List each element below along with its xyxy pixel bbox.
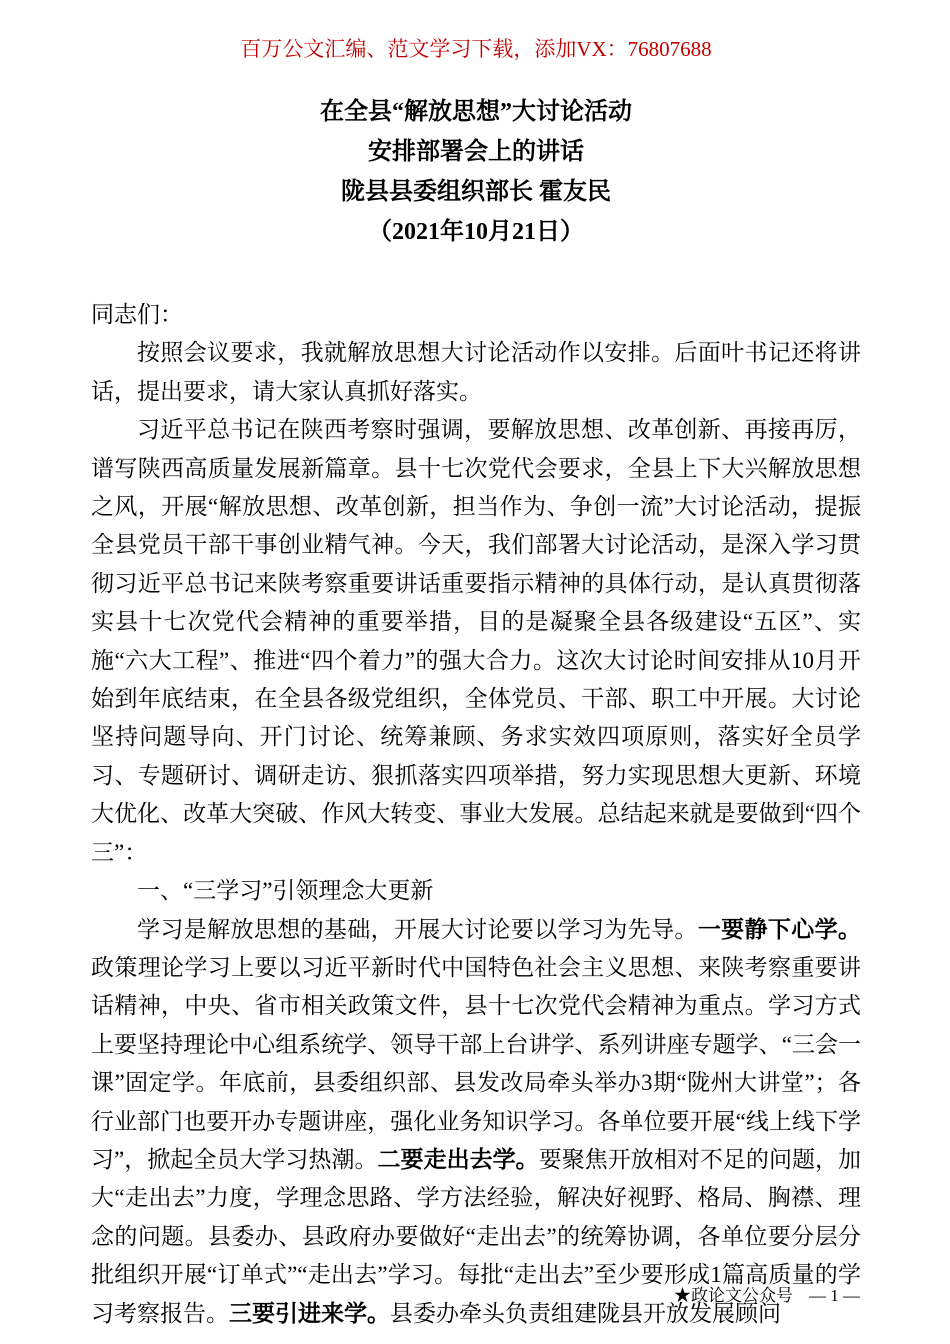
salutation: 同志们： [91, 302, 183, 327]
paragraph-1: 按照会议要求，我就解放思想大讨论活动作以安排。后面叶书记还将讲话，提出要求，请大家认真抓好落实。 [91, 340, 861, 404]
title-line-3: 陇县县委组织部长 霍友民 [341, 179, 611, 205]
page-number: — 1 — [809, 1286, 860, 1305]
title-line-1: 在全县“解放思想”大讨论活动 [320, 99, 632, 125]
document-body [91, 296, 861, 1333]
title-line-4: （2021年10月21日） [368, 219, 584, 245]
section-heading-1: 一、“三学习”引领理念大更新 [137, 878, 434, 904]
notice-banner: 百万公文汇编、范文学习下载，添加VX：76807688 [240, 37, 712, 61]
document-title [91, 92, 861, 252]
paragraph-2: 习近平总书记在陕西考察时强调，要解放思想、改革创新、再接再厉，谱写陕西高质量发展新篇章。县十七次党代会要求，全县上下大兴解放思想之风，开展“解放思想、改革创新，担当作为、争创一流”大讨论活动，提振全县党员干部干事创业精气神。今天，我们部署大讨论活动，是深入学习贯彻习近平总书记来陕考察重要讲话重要指示精神的具体行动，是认真贯彻落实县十七次党代会精神的重要举措，目的是凝聚全县各级建设“五区”、实施“六大工程”、推进“四个着力”的强大合力。这次大讨论时间安排从10月开始到年底结束，在全县各级党组织，全体党员、干部、职工中开展。大讨论坚持问题导向、开门讨论、统筹兼顾、务求实效四项原则，落实好全员学习、专题研讨、调研走访、狠抓落实四项举措，努力实现思想大更新、环境大优化、改革大突破、作风大转变、事业大发展。总结起来就是要做到“四个三”： [91, 417, 861, 865]
page-footer [674, 1281, 860, 1306]
paragraph-3: 学习是解放思想的基础，开展大讨论要以学习为先导。一要静下心学。政策理论学习上要以习近平新时代中国特色社会主义思想、来陕考察重要讲话精神，中央、省市相关政策文件，县十七次党代会精神为重点。学习方式上要坚持理论中心组系统学、领导干部上台讲学、系列讲座专题学、“三会一课”固定学。年底前，县委组织部、县发改局牵头举办3期“陇州大讲堂”；各行业部门也要开办专题讲座，强化业务知识学习。各单位要开展“线上线下学习”，掀起全员大学习热潮。二要走出去学。要聚焦开放相对不足的问题，加大“走出去”力度，学理念思路、学方法经验，解决好视野、格局、胸襟、理念的问题。县委办、县政府办要做好“走出去”的统筹协调，各单位要分层分批组织开展“订单式”“走出去”学习。每批“走出去”至少要形成1篇高质量的学习考察报告。三要引进来学。县委办牵头负责组建陇县开放发展顾问 [91, 916, 862, 1326]
footer-account-label: ★政论文公众号 [674, 1286, 793, 1305]
title-line-2: 安排部署会上的讲话 [368, 139, 584, 165]
